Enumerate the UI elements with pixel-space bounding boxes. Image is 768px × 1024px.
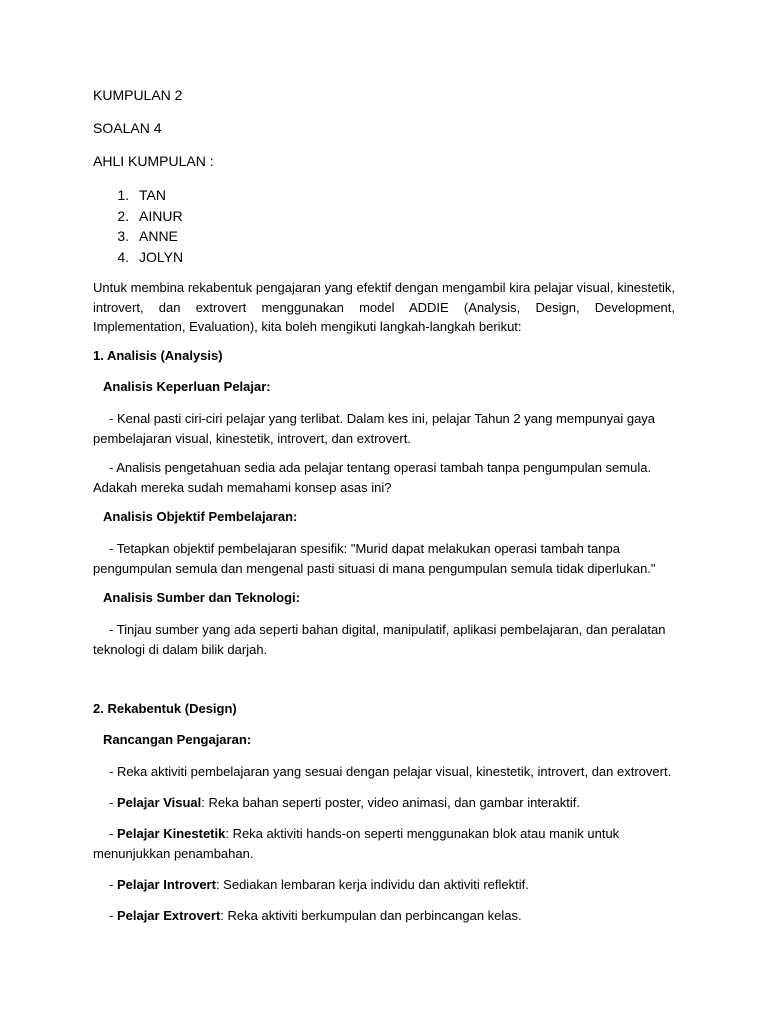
question-heading: SOALAN 4 bbox=[93, 120, 162, 136]
section1-paragraph: - Kenal pasti ciri-ciri pelajar yang terlibat. Dalam kes ini, pelajar Tahun 2 yang mempunyai gaya pembelajaran visual, kinestetik, introvert, dan extrovert. bbox=[93, 411, 656, 446]
introvert-label: Pelajar Introvert bbox=[116, 877, 216, 892]
section1-sub-keperluan: Analisis Keperluan Pelajar: bbox=[103, 379, 271, 394]
members-list bbox=[105, 185, 183, 267]
section1-sub-objektif: Analisis Objektif Pembelajaran: bbox=[103, 509, 298, 524]
section1-title: 1. Analisis (Analysis) bbox=[93, 348, 223, 363]
section1-paragraph: - Tinjau sumber yang ada seperti bahan digital, manipulatif, aplikasi pembelajaran, dan peralatan teknologi di dalam bilik darjah. bbox=[93, 622, 666, 657]
kinestetik-label: Pelajar Kinestetik bbox=[116, 826, 226, 841]
intro-paragraph: Untuk membina rekabentuk pengajaran yang efektif dengan mengambil kira pelajar visual, kinestetik, introvert, dan extrovert menggunakan model ADDIE (Analysis, Design, Development, Implementation, Evaluation), kita boleh mengikuti langkah-langkah berikut: bbox=[93, 280, 675, 334]
members-heading: AHLI KUMPULAN : bbox=[93, 153, 214, 169]
list-item: 3. ANNE bbox=[117, 228, 178, 244]
section1-paragraph: - Tetapkan objektif pembelajaran spesifik: "Murid dapat melakukan operasi tambah tanpa pengumpulan semula dan mengenal pasti situasi di mana pengumpulan semula tidak diperlukan." bbox=[93, 541, 656, 576]
visual-item: - Pelajar Visual: Reka bahan seperti poster, video animasi, dan gambar interaktif. bbox=[109, 795, 580, 810]
list-item: 2. AINUR bbox=[117, 207, 183, 224]
introvert-item: - Pelajar Introvert: Sediakan lembaran kerja individu dan aktiviti reflektif. bbox=[109, 877, 529, 892]
list-item: 1. TAN bbox=[117, 187, 166, 203]
list-item: 4. JOLYN bbox=[117, 248, 184, 265]
kinestetik-item: - Pelajar Kinestetik: Reka aktiviti hands-on seperti menggunakan blok atau manik untuk menunjukkan penambahan. bbox=[93, 826, 620, 861]
group-heading: KUMPULAN 2 bbox=[93, 87, 183, 103]
section2-sub-rancangan: Rancangan Pengajaran: bbox=[103, 732, 252, 747]
extrovert-label: Pelajar Extrovert bbox=[116, 908, 221, 923]
section1-paragraph: - Analisis pengetahuan sedia ada pelajar tentang operasi tambah tanpa pengumpulan semula. Adakah mereka sudah memahami konsep asas ini? bbox=[93, 460, 652, 495]
section2-title: 2. Rekabentuk (Design) bbox=[93, 701, 237, 716]
extrovert-item: - Pelajar Extrovert: Reka aktiviti berkumpulan dan perbincangan kelas. bbox=[109, 908, 522, 923]
visual-label: Pelajar Visual bbox=[116, 795, 202, 810]
section1-sub-sumber: Analisis Sumber dan Teknologi: bbox=[103, 590, 300, 605]
section2-paragraph: - Reka aktiviti pembelajaran yang sesuai dengan pelajar visual, kinestetik, introvert, dan extrovert. bbox=[109, 764, 672, 779]
